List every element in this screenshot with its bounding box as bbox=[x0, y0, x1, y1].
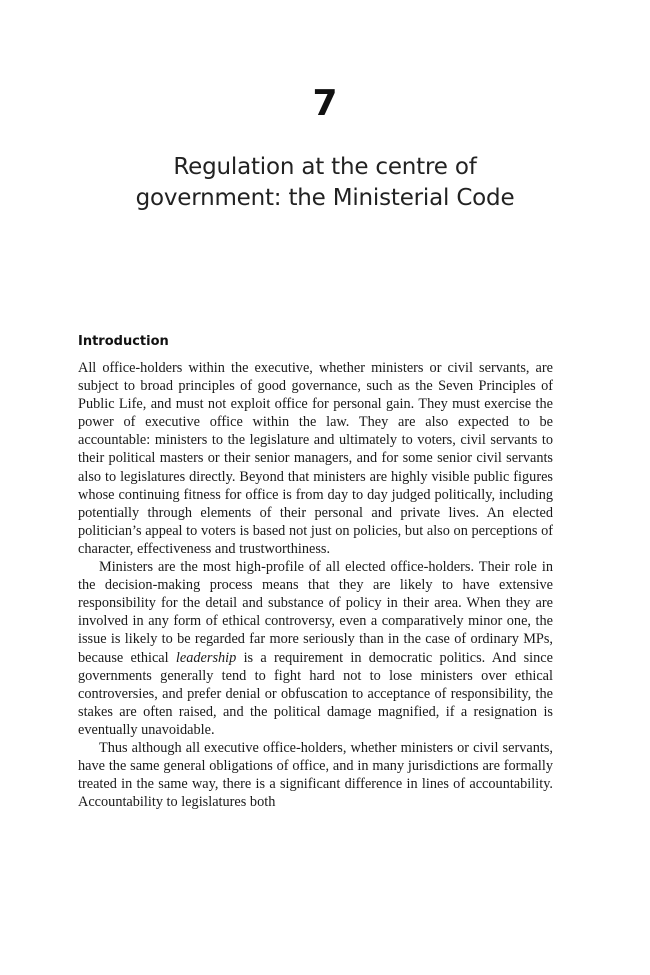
paragraph-2-part-2: is a requirement in democratic politics. And since governments generally tend to fight hard not to lose ministers over ethical controversies, and prefer denial or obfuscation to acceptance of responsibility, the stakes are often raised, and the political damage magnified, if a resignation is eventually unavoidable. bbox=[78, 649, 553, 738]
body-text bbox=[78, 359, 553, 811]
chapter-title-line-1: Regulation at the centre of bbox=[173, 154, 477, 180]
paragraph-2-part-1: Ministers are the most high-profile of all elected office-holders. Their role in the decision-making process means that they are likely to have extensive responsibility for the detail and substance of policy in their area. When they are involved in any form of ethical controversy, even a comparatively minor one, the issue is likely to be regarded far more seriously than in the case of ordinary MPs, because ethical bbox=[78, 559, 553, 666]
section-heading: Introduction bbox=[78, 334, 169, 349]
chapter-title-line-2: government: the Ministerial Code bbox=[135, 185, 515, 211]
paragraph-2 bbox=[78, 558, 553, 739]
chapter-title bbox=[80, 152, 570, 214]
emphasis-leadership: leadership bbox=[175, 649, 237, 666]
chapter-number: 7 bbox=[312, 83, 338, 124]
paragraph-3: Thus although all executive office-holders, whether ministers or civil servants, have the same general obligations of office, and in many jurisdictions are formally treated in the same way, there is a significant difference in lines of accountability. Accountability to legislatures both bbox=[78, 739, 553, 811]
paragraph-1: All office-holders within the executive, whether ministers or civil servants, are subject to broad principles of good governance, such as the Seven Principles of Public Life, and must not exploit office for personal gain. They must exercise the power of executive office within the law. They are also expected to be accountable: ministers to the legislature and ultimately to voters, civil servants to their political masters or their senior managers, and for some senior civil servants also to legislatures directly. Beyond that ministers are highly visible public figures whose continuing fitness for office is from day to day judged politically, including potentially through elements of their personal and private lives. An elected politician’s appeal to voters is based not just on policies, but also on perceptions of character, effectiveness and trustworthiness. bbox=[78, 360, 553, 557]
